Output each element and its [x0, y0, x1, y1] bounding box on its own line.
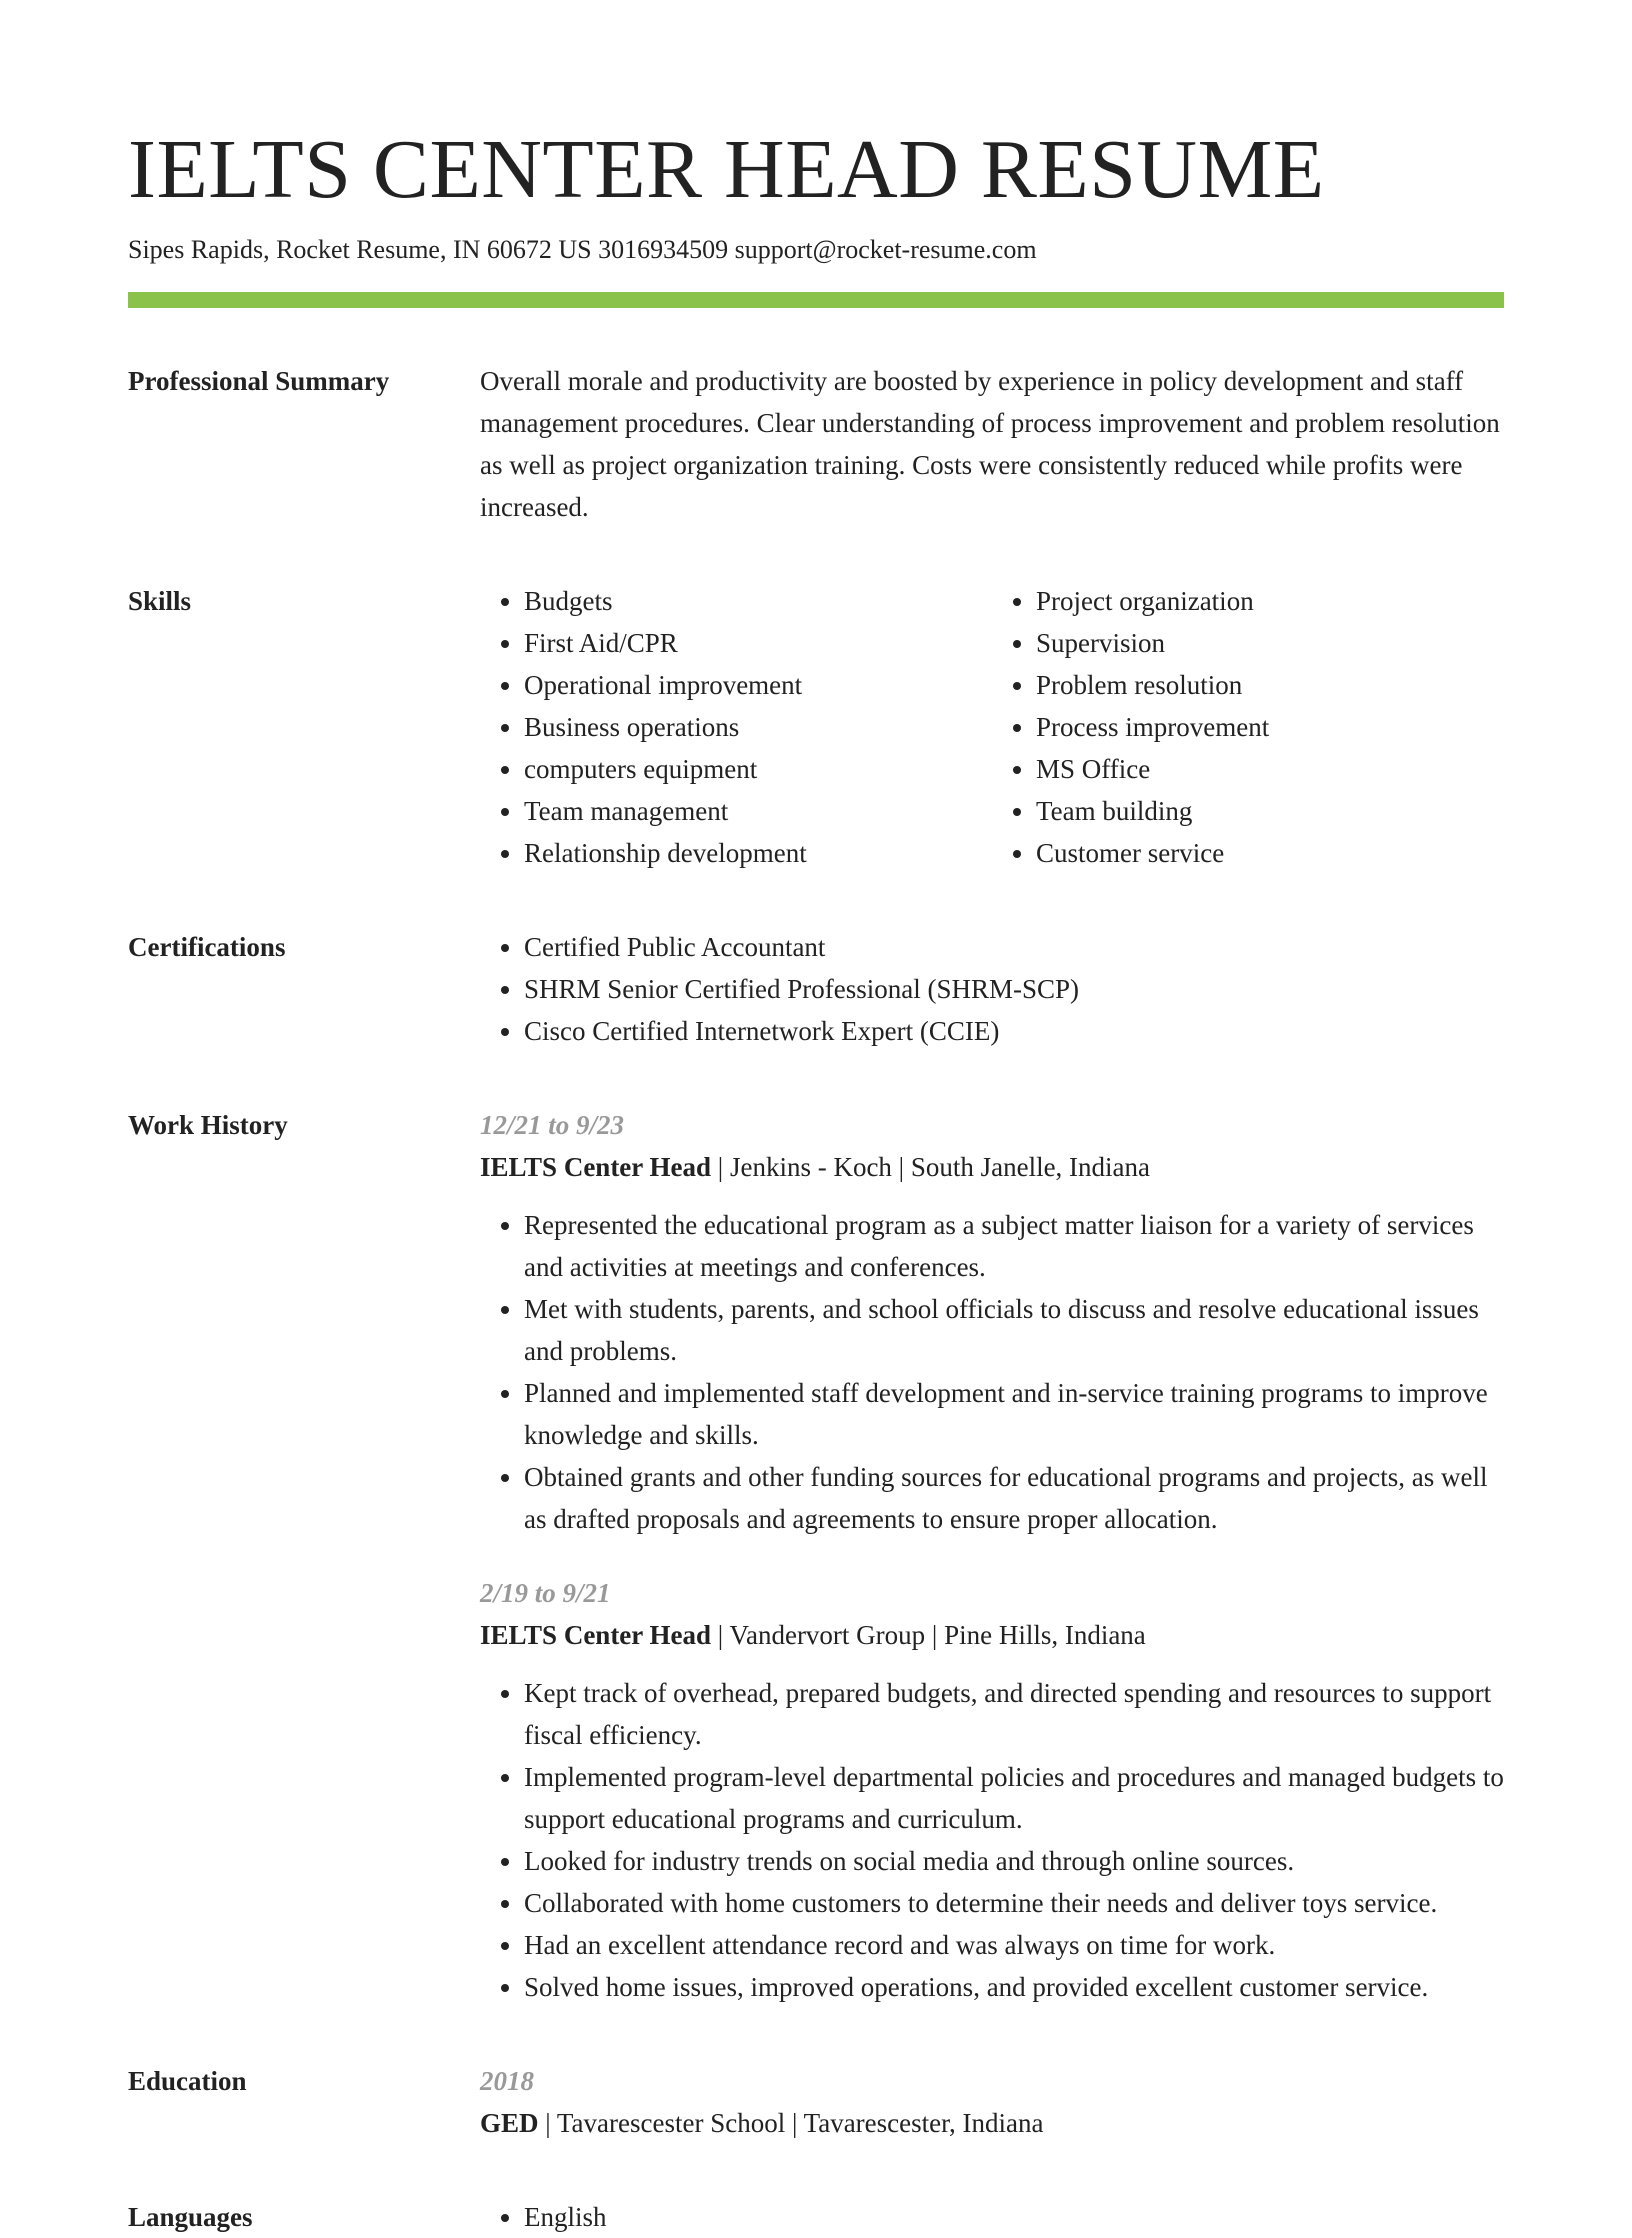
skill-item: • Team building: [1036, 790, 1504, 832]
skill-item: • First Aid/CPR: [524, 622, 992, 664]
section-body: [480, 360, 1504, 528]
skills-grid: [480, 580, 1504, 874]
section-label: Certifications: [128, 932, 286, 962]
summary-text: Overall morale and productivity are boosted by experience in policy development and staff management procedures. Clear understanding of process improvement and problem resolution as well as project organization training. Costs were consistently reduced while profits were increased.: [480, 366, 1500, 522]
skill-item: • Supervision: [1036, 622, 1504, 664]
skill-item: • Budgets: [524, 580, 992, 622]
job-bullet: • Collaborated with home customers to determine their needs and deliver toys service.: [524, 1882, 1504, 1924]
job-bullet: • Looked for industry trends on social media and through online sources.: [524, 1840, 1504, 1882]
certification-item: • Certified Public Accountant: [524, 926, 1504, 968]
job-dates: 2/19 to 9/21: [480, 1578, 611, 1608]
skill-item: • Process improvement: [1036, 706, 1504, 748]
education-degree: GED: [480, 2108, 539, 2138]
certifications-list: [480, 926, 1504, 1052]
skill-item: • Problem resolution: [1036, 664, 1504, 706]
section-certifications: [128, 926, 1504, 1052]
section-label: Skills: [128, 586, 192, 616]
resume-title: IELTS CENTER HEAD RESUME: [128, 123, 1325, 216]
resume-page: [128, 120, 1504, 2238]
job-bullet: • Kept track of overhead, prepared budgets, and directed spending and resources to support fiscal efficiency.: [524, 1672, 1504, 1756]
section-body: [480, 1104, 1504, 2008]
section-skills: [128, 580, 1504, 874]
certification-item: • SHRM Senior Certified Professional (SHRM-SCP): [524, 968, 1504, 1010]
job-title: IELTS Center Head: [480, 1152, 712, 1182]
skill-item: • Business operations: [524, 706, 992, 748]
skill-item: • Customer service: [1036, 832, 1504, 874]
skill-item: • Operational improvement: [524, 664, 992, 706]
job-bullet: • Obtained grants and other funding sources for educational programs and projects, as well as drafted proposals and agreements to ensure proper allocation.: [524, 1456, 1504, 1540]
job-entry: [480, 1104, 1504, 1540]
language-item: • English: [524, 2196, 1504, 2238]
certification-item: • Cisco Certified Internetwork Expert (CCIE): [524, 1010, 1504, 1052]
section-languages: [128, 2196, 1504, 2238]
contact-line: Sipes Rapids, Rocket Resume, IN 60672 US 3016934509 support@rocket-resume.com: [128, 235, 1037, 264]
section-education: [128, 2060, 1504, 2144]
section-professional-summary: [128, 360, 1504, 528]
section-work-history: [128, 1104, 1504, 2008]
job-bullet: • Met with students, parents, and school officials to discuss and resolve educational issues and problems.: [524, 1288, 1504, 1372]
skill-item: • computers equipment: [524, 748, 992, 790]
section-label: Languages: [128, 2202, 253, 2232]
job-bullet: • Represented the educational program as a subject matter liaison for a variety of services and activities at meetings and conferences.: [524, 1204, 1504, 1288]
education-year: 2018: [480, 2066, 534, 2096]
section-label: Professional Summary: [128, 366, 390, 396]
job-details: | Vandervort Group | Pine Hills, Indiana: [711, 1620, 1146, 1650]
job-bullet: • Planned and implemented staff development and in-service training programs to improve knowledge and skills.: [524, 1372, 1504, 1456]
education-details: | Tavarescester School | Tavarescester, Indiana: [538, 2108, 1044, 2138]
languages-list: [480, 2196, 1504, 2238]
job-bullet: • Solved home issues, improved operations, and provided excellent customer service.: [524, 1966, 1504, 2008]
skills-list-right: [992, 580, 1504, 874]
job-bullet: • Implemented program-level departmental policies and procedures and managed budgets to support educational programs and curriculum.: [524, 1756, 1504, 1840]
education-heading: [480, 2102, 1504, 2144]
skill-item: • Project organization: [1036, 580, 1504, 622]
accent-divider: [128, 292, 1504, 308]
job-bullets: [480, 1204, 1504, 1540]
skill-item: • Relationship development: [524, 832, 992, 874]
section-body: [480, 926, 1504, 1052]
section-label: Work History: [128, 1110, 288, 1140]
section-label: Education: [128, 2066, 247, 2096]
job-entry: [480, 1572, 1504, 2008]
skill-item: • MS Office: [1036, 748, 1504, 790]
job-title: IELTS Center Head: [480, 1620, 712, 1650]
job-bullets: [480, 1672, 1504, 2008]
job-heading: [480, 1614, 1504, 1656]
skill-item: • Team management: [524, 790, 992, 832]
section-body: [480, 2196, 1504, 2238]
job-bullet: • Had an excellent attendance record and was always on time for work.: [524, 1924, 1504, 1966]
job-heading: [480, 1146, 1504, 1188]
job-dates: 12/21 to 9/23: [480, 1110, 625, 1140]
skills-list-left: [480, 580, 992, 874]
section-body: [480, 2060, 1504, 2144]
job-details: | Jenkins - Koch | South Janelle, Indiana: [711, 1152, 1151, 1182]
